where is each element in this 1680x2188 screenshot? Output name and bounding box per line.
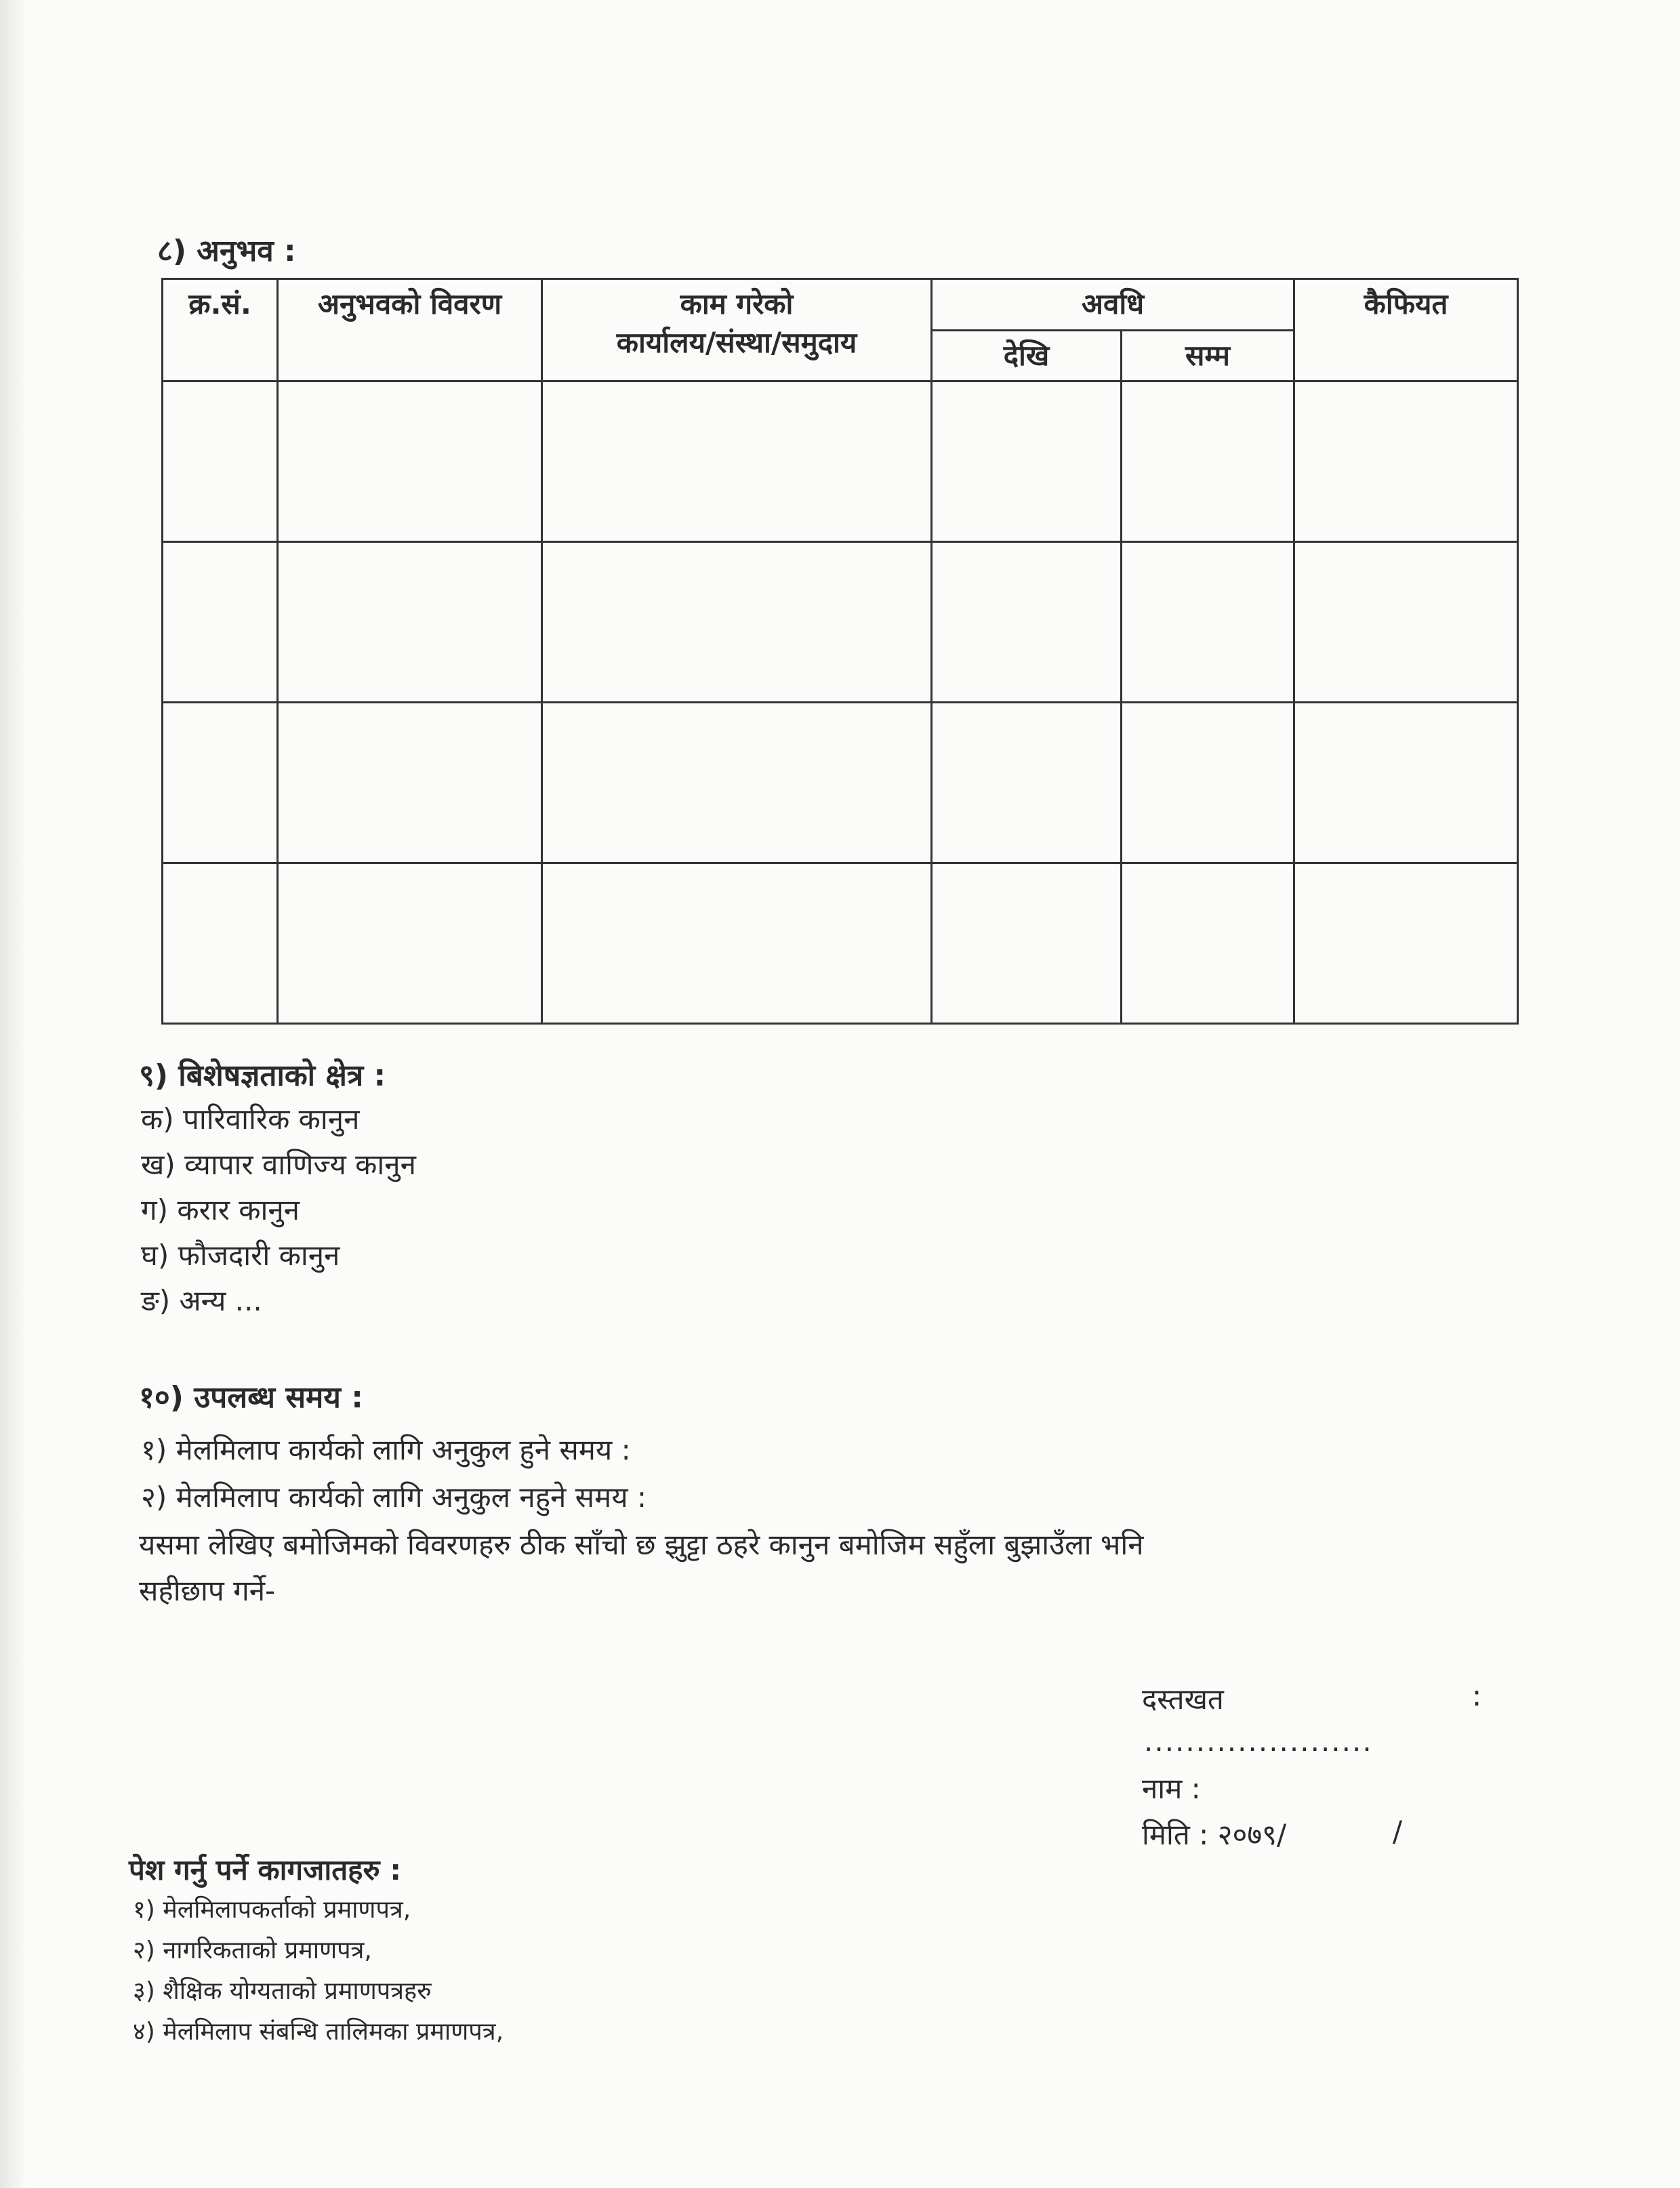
specialization-item-family-law: क) पारिवारिक कानुन <box>141 1102 360 1136</box>
table-cell[interactable] <box>278 381 542 542</box>
signature-label: दस्तखत <box>1142 1683 1224 1716</box>
table-cell[interactable] <box>542 703 932 863</box>
table-cell[interactable] <box>542 381 932 542</box>
col-to-header: सम्म <box>1122 330 1294 381</box>
table-cell[interactable] <box>163 863 278 1024</box>
specialization-item-contract-law: ग) करार कानुन <box>141 1193 300 1226</box>
date-slash: / <box>1393 1815 1403 1848</box>
table-cell[interactable] <box>278 542 542 703</box>
table-cell[interactable] <box>1294 863 1518 1024</box>
table-cell[interactable] <box>163 542 278 703</box>
col-period-header: अवधि <box>932 279 1294 331</box>
document-item-citizenship: २) नागरिकताको प्रमाणपत्र, <box>133 1937 372 1964</box>
col-from-header: देखि <box>932 330 1122 381</box>
col-sn-header: क्र.सं. <box>163 279 278 381</box>
name-label: नाम : <box>1142 1772 1201 1805</box>
table-cell[interactable] <box>1294 703 1518 863</box>
declaration-line-1: यसमा लेखिए बमोजिमको विवरणहरु ठीक साँचो छ झुट्टा ठहरे कानुन बमोजिम सहुँला बुझाउँला भनि <box>139 1528 1144 1561</box>
table-cell[interactable] <box>163 703 278 863</box>
table-cell[interactable] <box>542 542 932 703</box>
table-cell[interactable] <box>1122 542 1294 703</box>
col-office-header-line2: कार्यालय/संस्था/समुदाय <box>616 325 857 359</box>
table-cell[interactable] <box>278 703 542 863</box>
table-cell[interactable] <box>1122 703 1294 863</box>
document-item-education: ३) शैक्षिक योग्यताको प्रमाणपत्रहरु <box>133 1977 432 2005</box>
signature-dotted-line: ...................... <box>1144 1725 1373 1758</box>
table-cell[interactable] <box>542 863 932 1024</box>
table-cell[interactable] <box>932 542 1122 703</box>
col-remarks-header: कैफियत <box>1294 279 1518 381</box>
table-row <box>163 381 1518 542</box>
table-cell[interactable] <box>932 863 1122 1024</box>
document-item-mediator-certificate: १) मेलमिलापकर्ताको प्रमाणपत्र, <box>133 1896 411 1924</box>
table-cell[interactable] <box>932 703 1122 863</box>
table-cell[interactable] <box>1294 542 1518 703</box>
table-row <box>163 542 1518 703</box>
table-cell[interactable] <box>278 863 542 1024</box>
col-office-header <box>542 279 932 381</box>
table-row <box>163 703 1518 863</box>
date-label: मिति : २०७९/ <box>1142 1818 1287 1851</box>
table-cell[interactable] <box>1294 381 1518 542</box>
declaration-line-2: सहीछाप गर्ने- <box>139 1574 276 1607</box>
documents-heading: पेश गर्नु पर्ने कागजातहरु : <box>129 1853 402 1886</box>
signature-colon: : <box>1472 1679 1482 1712</box>
experience-table <box>161 278 1519 1025</box>
table-cell[interactable] <box>163 381 278 542</box>
specialization-item-trade-law: ख) व्यापार वाणिज्य कानुन <box>141 1148 416 1181</box>
table-cell[interactable] <box>1122 863 1294 1024</box>
col-office-header-line1: काम गरेको <box>680 287 794 321</box>
table-cell[interactable] <box>932 381 1122 542</box>
unavailable-time-item: २) मेलमिलाप कार्यको लागि अनुकुल नहुने समय : <box>141 1481 647 1514</box>
scan-edge-shadow <box>0 0 27 2188</box>
specialization-item-criminal-law: घ) फौजदारी कानुन <box>141 1239 340 1272</box>
section-8-heading: ८) अनुभव : <box>157 234 296 268</box>
section-10-heading: १०) उपलब्ध समय : <box>139 1380 363 1415</box>
section-9-heading: ९) बिशेषज्ञताको क्षेत्र : <box>139 1058 386 1093</box>
table-cell[interactable] <box>1122 381 1294 542</box>
table-row <box>163 863 1518 1024</box>
document-item-training-certificate: ४) मेलमिलाप संबन्धि तालिमका प्रमाणपत्र, <box>133 2018 504 2046</box>
available-time-item: १) मेलमिलाप कार्यको लागि अनुकुल हुने समय : <box>141 1433 631 1466</box>
specialization-item-other: ङ) अन्य ... <box>141 1284 262 1317</box>
col-description-header: अनुभवको विवरण <box>278 279 542 381</box>
